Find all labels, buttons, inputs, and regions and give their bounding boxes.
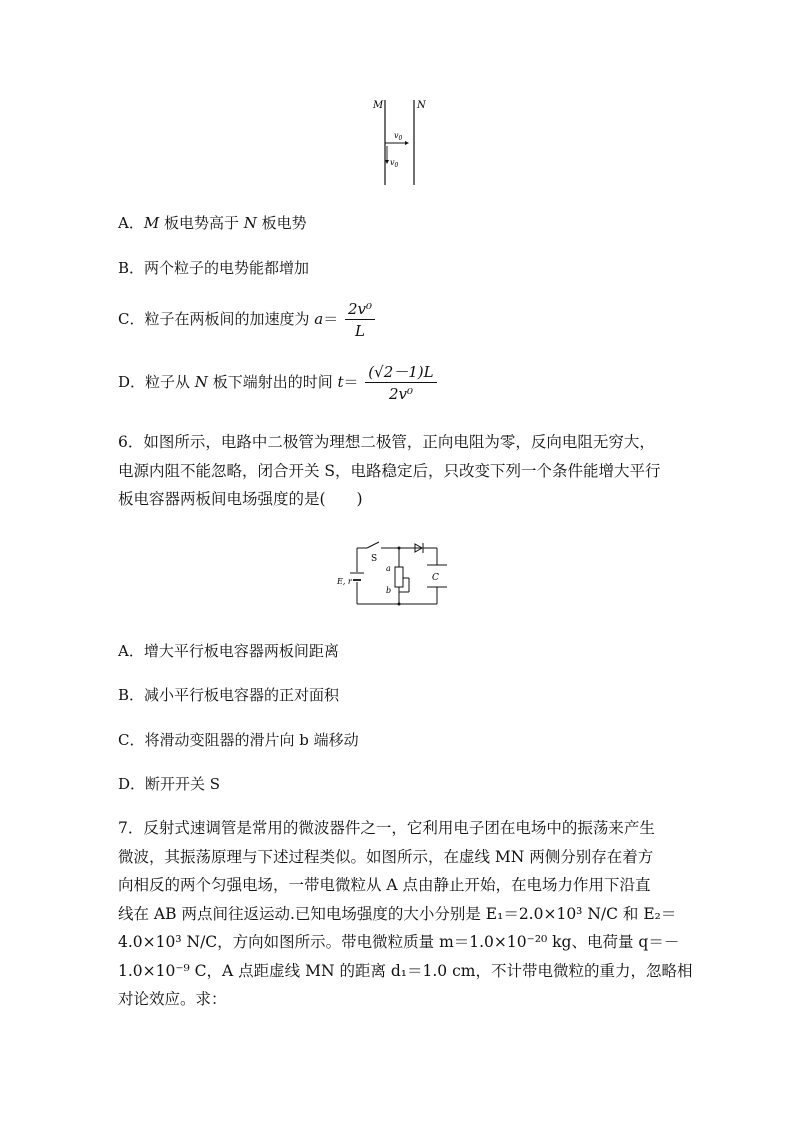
circuit-figure (335, 540, 460, 612)
arrowhead-down (385, 160, 389, 164)
capacitor-label: C (432, 573, 439, 583)
q5-option-a: A．M 板电势高于 N 板电势 (118, 214, 307, 232)
switch-blade (367, 542, 379, 548)
q6-option-d: D．断开开关 S (118, 775, 221, 793)
switch-label: S (371, 554, 378, 564)
plates-figure (360, 95, 440, 190)
terminal-b-label: b (386, 586, 392, 595)
q6-option-c: C．将滑动变阻器的滑片向 b 端移动 (118, 731, 359, 749)
velocity-label-bottom: $v_0$ (390, 158, 399, 169)
q6-stem: 6．如图所示，电路中二极管为理想二极管，正向电阻为零，反向电阻无穷大， 电源内阻不能忽略，闭合开关 S，电路稳定后，只改变下列一个条件能增大平行 板电容器两板间电场强度的是( ) (118, 433, 661, 508)
q5-option-c: C．粒子在两板间的加速度为 a＝ $\frac{\text{2v⁰}}{L}$ (118, 300, 377, 340)
rheostat (395, 567, 403, 587)
plate-m-label: M (373, 100, 384, 111)
arrowhead-right (405, 141, 409, 145)
acceleration-fraction: $\frac{\text{2v⁰}}{L}$ (345, 300, 375, 340)
q5-option-b: B．两个粒子的电势能都增加 (118, 259, 310, 277)
q6-option-a: A．增大平行板电容器两板间距离 (118, 642, 339, 660)
terminal-a-label: a (386, 564, 391, 573)
time-fraction: $\frac{(√2-1)L}{\text{2v⁰}}$ (365, 363, 436, 403)
q5-option-d: D．粒子从 N 板下端射出的时间 t＝ $\frac{(√2-1)L}{\text{2v⁰}}$ (118, 363, 439, 403)
q7-stem: 7．反射式速调管是常用的微波器件之一，它利用电子团在电场中的振荡来产生 微波，其振荡原理与下述过程类似。如图所示，在虚线 MN 两侧分别存在着方 向相反的两个匀强电场，一带电微粒从 A 点由静止开始，在电场力作用下沿直 线在 AB 两点间往返运动.已知电场强度的大小分别是 E₁＝2.0×10³ N/C 和 E₂＝ 4.0×10³ N/C，方向如图所示。带电微粒质量 m＝1.0×10⁻²⁰ kg、电荷量 q＝－ 1.0×10⁻⁹ C，A 点距虚线 MN 的距离 d₁＝1.0 cm，不计带电微粒的重力，忽略相 对论效应。求： (118, 819, 693, 1008)
q6-option-b: B．减小平行板电容器的正对面积 (118, 686, 340, 704)
velocity-label-top: $v_0$ (394, 131, 403, 142)
plate-n-label: N (417, 100, 426, 111)
source-label: E, r (337, 577, 352, 586)
